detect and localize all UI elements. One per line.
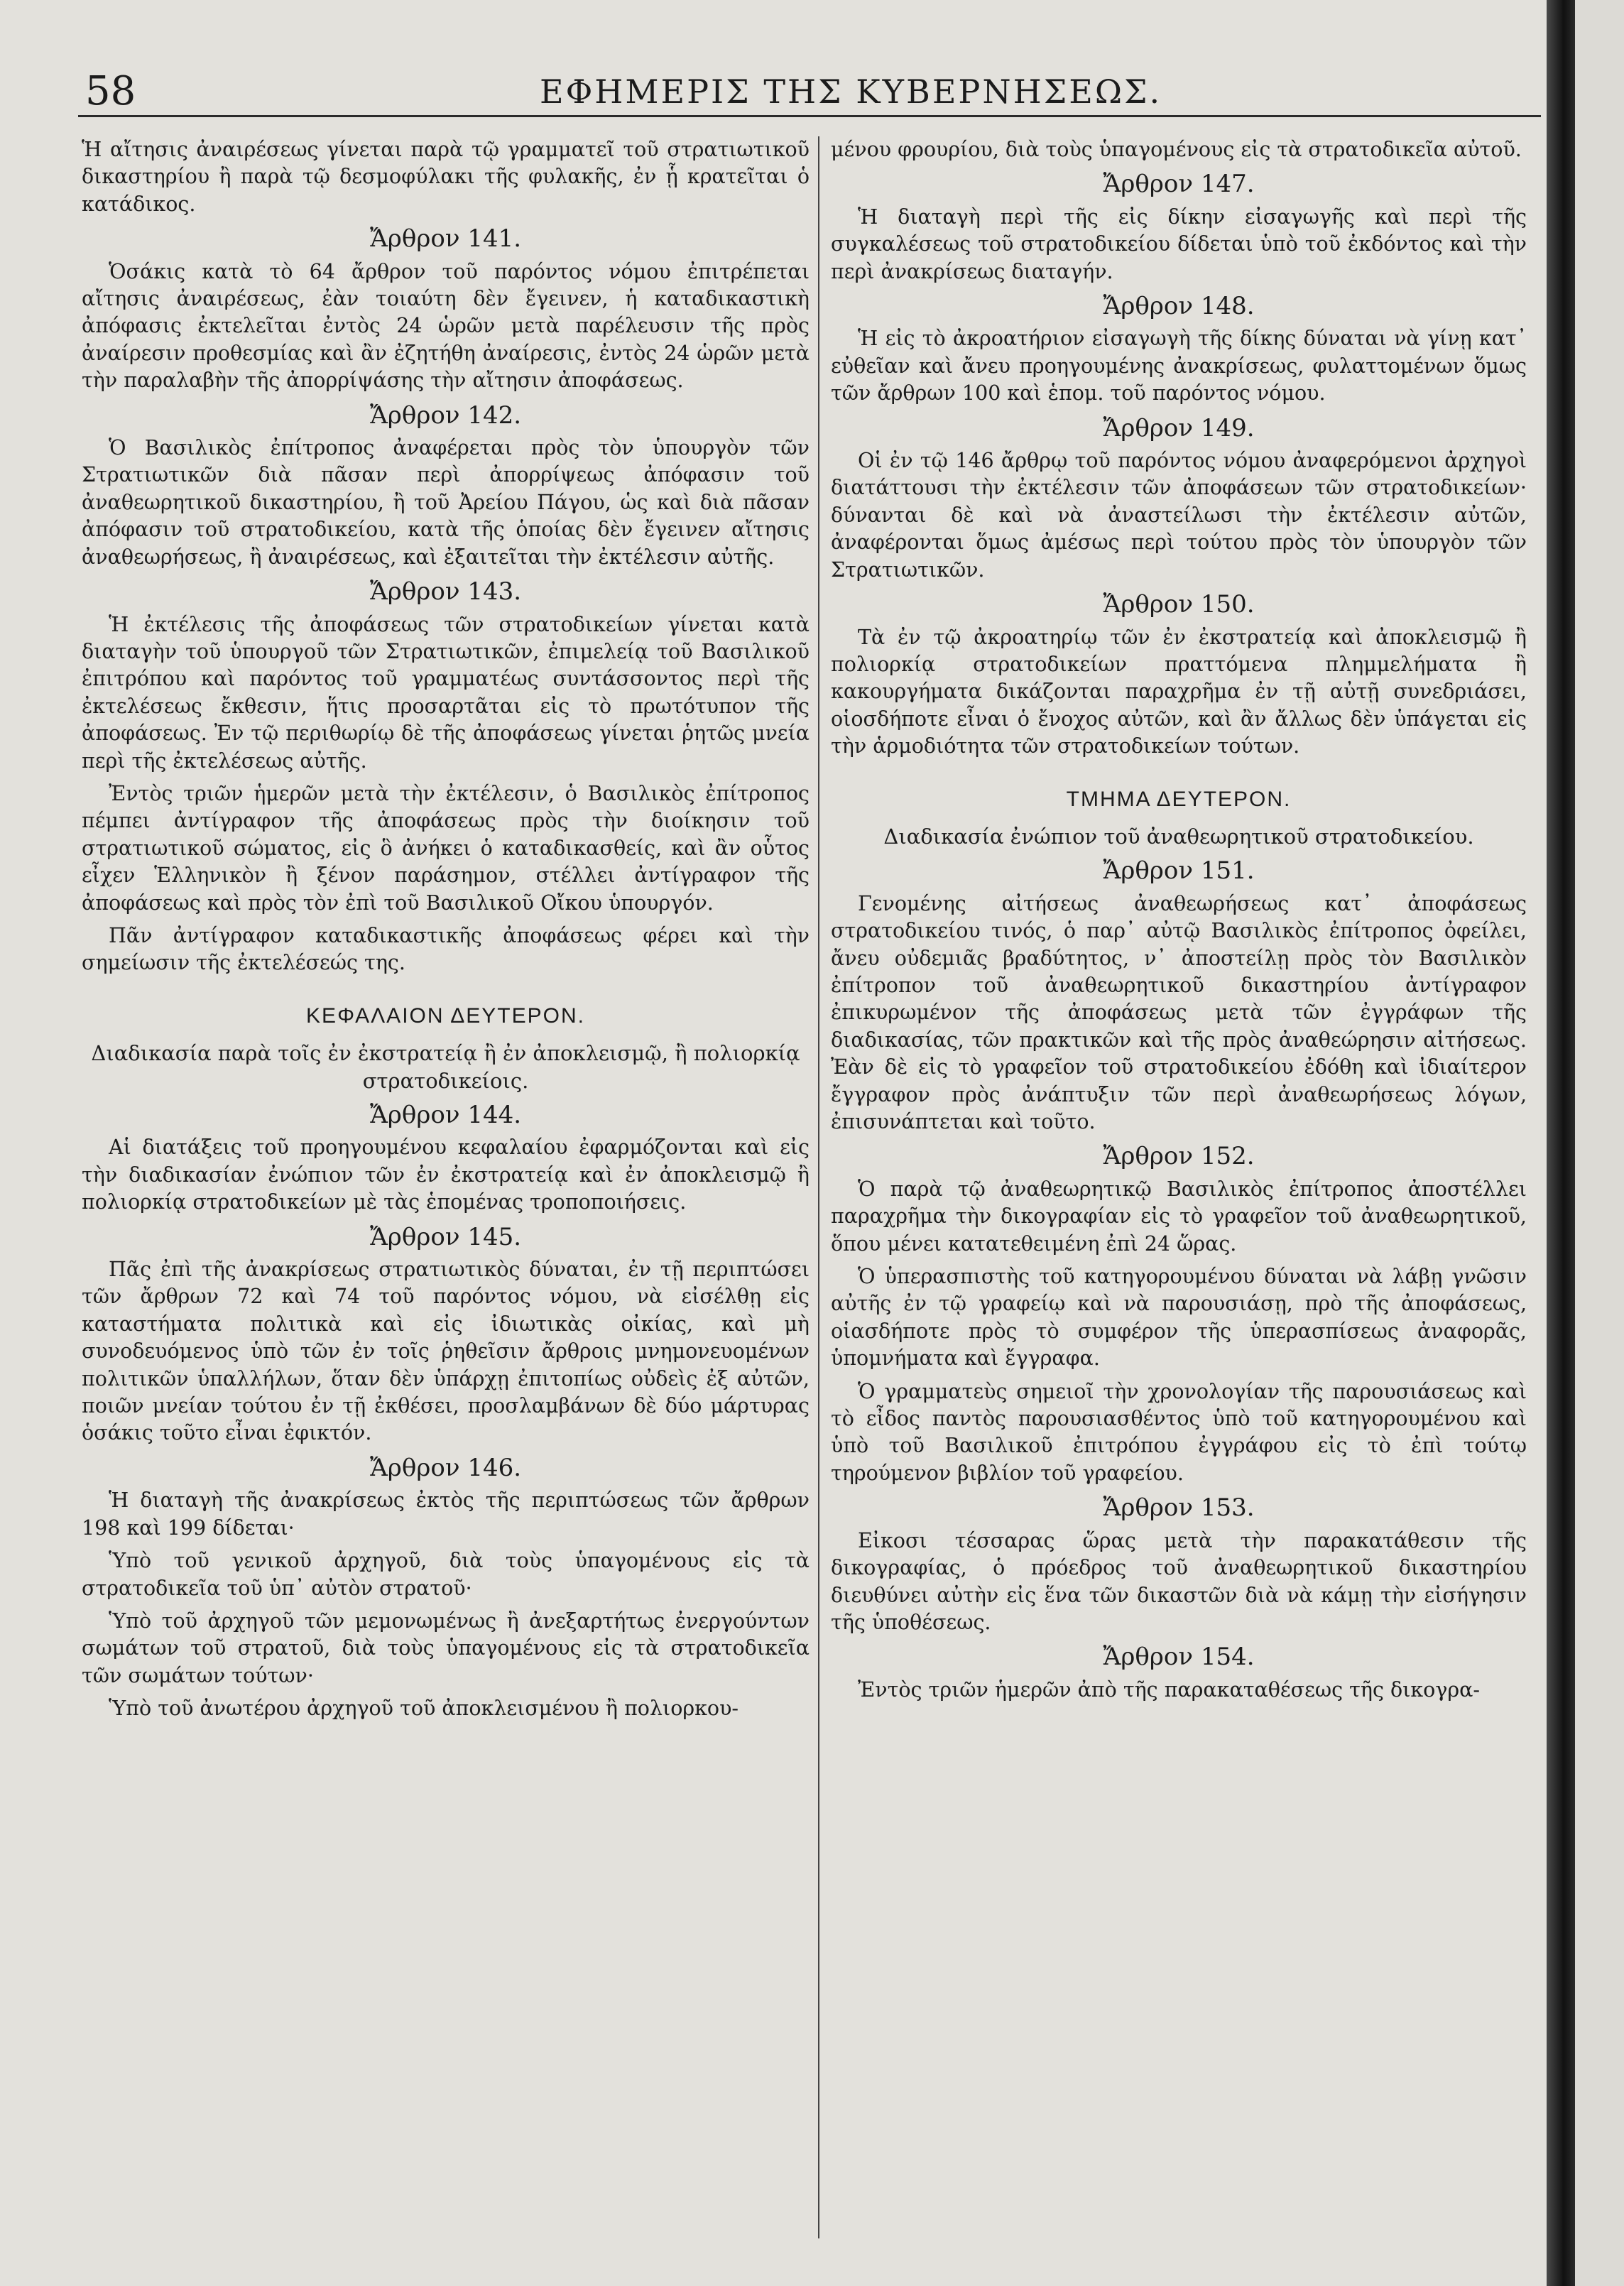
section-heading: ΤΜΗΜΑ ΔΕΥΤΕΡΟΝ. <box>1066 787 1292 811</box>
article-heading: Ἄρθρον 147. <box>1103 170 1255 199</box>
paragraph: Τὰ ἐν τῷ ἀκροατηρίῳ τῶν ἐν ἐκστρατείᾳ καὶ ἀποκλεισμῷ ἢ πολιορκίᾳ στρατοδικείων πραττόμενα πλημμελήματα ἢ κακουργήματα δικάζονται παραχρῆμα ἐν τῇ αὐτῇ συνεδριάσει, οἱοσδήποτε εἶναι ὁ ἔνοχος αὐτῶν, καὶ ἂν ἄλλως δὲν ὑπάγεται εἰς τὴν ἁρμοδιότητα τῶν στρατοδικείων τούτων. <box>831 625 1527 758</box>
paragraph: Ὁ γραμματεὺς σημειοῖ τὴν χρονολογίαν τῆς παρουσιάσεως καὶ τὸ εἶδος παντὸς παρουσιασθέντος ὑπὸ τοῦ κατηγορουμένου καὶ ὑπὸ τοῦ Βασιλικοῦ ἐπιτρόπου ἐγγράφου εἰς τὸ ἐπὶ τούτῳ τηρούμενον βιβλίον τοῦ γραφείου. <box>831 1379 1527 1485</box>
section-heading: ΚΕΦΑΛΑΙΟΝ ΔΕΥΤΕΡΟΝ. <box>306 1003 585 1028</box>
paragraph: Ὑπὸ τοῦ ἀρχηγοῦ τῶν μεμονωμένως ἢ ἀνεξαρτήτως ἐνεργούντων σωμάτων τοῦ στρατοῦ, διὰ τοὺς ὑπαγομένους εἰς τὰ στρατοδικεῖα τῶν σωμάτων τούτων· <box>82 1609 810 1687</box>
article-heading: Ἄρθρον 150. <box>1103 590 1255 619</box>
article-heading: Ἄρθρον 152. <box>1103 1142 1255 1171</box>
article-heading: Ἄρθρον 141. <box>369 224 522 254</box>
section-subtitle: Διαδικασία παρὰ τοῖς ἐν ἐκστρατείᾳ ἢ ἐν ἀποκλεισμῷ, ἢ πολιορκίᾳ στρατοδικείοις. <box>91 1041 800 1093</box>
book-gutter <box>1547 0 1575 2286</box>
article-heading: Ἄρθρον 143. <box>369 577 522 606</box>
paragraph: Ὑπὸ τοῦ ἀνωτέρου ἀρχηγοῦ τοῦ ἀποκλεισμένου ἢ πολιορκου- <box>109 1697 739 1721</box>
facing-page-edge <box>1575 0 1624 2286</box>
left-column <box>82 136 810 1729</box>
column-divider <box>818 136 819 2238</box>
page-header <box>0 68 1541 114</box>
paragraph: Οἱ ἐν τῷ 146 ἄρθρῳ τοῦ παρόντος νόμου ἀναφερόμενοι ἀρχηγοὶ διατάττουσι τὴν ἐκτέλεσιν τῶν ἀποφάσεων τῶν στρατοδικείων· δύνανται δὲ καὶ νὰ ἀναστείλωσι τὴν ἐκτέλεσιν αὐτῶν, ἀναφέρονται ὅμως ἀμέσως περὶ τούτου πρὸς τὸν ὑπουργὸν τῶν Στρατιωτικῶν. <box>831 449 1527 582</box>
paragraph: Αἱ διατάξεις τοῦ προηγουμένου κεφαλαίου ἐφαρμόζονται καὶ εἰς τὴν διαδικασίαν ἐνώπιον τῶν ἐν ἐκστρατείᾳ καὶ ἐν ἀποκλεισμῷ ἢ πολιορκίᾳ στρατοδικείων μὲ τὰς ἑπομένας τροποποιήσεις. <box>82 1136 810 1214</box>
paragraph: Ὁ Βασιλικὸς ἐπίτροπος ἀναφέρεται πρὸς τὸν ὑπουργὸν τῶν Στρατιωτικῶν διὰ πᾶσαν περὶ ἀπορρίψεως ἀπόφασιν τοῦ ἀναθεωρητικοῦ δικαστηρίου, ἢ τοῦ Ἀρείου Πάγου, ὡς καὶ διὰ πᾶσαν ἀπόφασιν τοῦ στρατοδικείου, κατὰ τῆς ὁποίας δὲν ἔγεινεν αἴτησις ἀναθεωρήσεως, ἢ ἀναιρέσεως, καὶ ἐξαιτεῖται τὴν ἐκτέλεσιν αὐτῆς. <box>82 436 810 569</box>
right-column <box>831 136 1527 1709</box>
page-title: ΕΦΗΜΕΡΙΣ ΤΗΣ ΚΥΒΕΡΝΗΣΕΩΣ. <box>540 72 1162 111</box>
paragraph: Ἐντὸς τριῶν ἡμερῶν ἀπὸ τῆς παρακαταθέσεως τῆς δικογρα- <box>858 1677 1480 1702</box>
paragraph: Ὁσάκις κατὰ τὸ 64 ἄρθρον τοῦ παρόντος νόμου ἐπιτρέπεται αἴτησις ἀναιρέσεως, ἐὰν τοιαύτη δὲν ἔγεινεν, ἡ καταδικαστικὴ ἀπόφασις ἐκτελεῖται ἐντὸς 24 ὡρῶν μετὰ παρέλευσιν τῆς πρὸς ἀναίρεσιν προθεσμίας καὶ ἂν ἐζητήθη ἀναίρεσις, ἐντὸς 24 ὡρῶν μετὰ τὴν παραλαβὴν τῆς ἀπορρίψάσης τὴν αἴτησιν ἀποφάσεως. <box>82 259 810 393</box>
paragraph: μένου φρουρίου, διὰ τοὺς ὑπαγομένους εἰς τὰ στρατοδικεῖα αὐτοῦ. <box>831 138 1522 161</box>
paragraph: Γενομένης αἰτήσεως ἀναθεωρήσεως κατ᾽ ἀποφάσεως στρατοδικείου τινός, ὁ παρ᾽ αὐτῷ Βασιλικὸς ἐπίτροπος ὀφείλει, ἄνευ οὐδεμιᾶς βραδύτητος, ν᾽ ἀποστείλῃ πρὸς τὸν Βασιλικὸν ἐπίτροπον τοῦ ἀναθεωρητικοῦ δικαστηρίου ἀντίγραφον ἐπικυρωμένον τῆς ἀποφάσεως μετὰ τῶν ἐγγράφων τῆς διαδικασίας, τῶν πρακτικῶν καὶ τῆς πρὸς ἀναθεώρησιν αἰτήσεως. Ἐὰν δὲ εἰς τὸ γραφεῖον τοῦ στρατοδικείου ἐδόθη καὶ ἰδιαίτερον ἔγγραφον πρὸς ἀνάπτυξιν τῶν περὶ ἀναθεωρήσεως λόγων, ἐπισυνάπτεται καὶ τοῦτο. <box>831 891 1527 1133</box>
page-number: 58 <box>85 68 136 114</box>
section-subtitle: Διαδικασία ἐνώπιον τοῦ ἀναθεωρητικοῦ στρατοδικείου. <box>883 824 1474 849</box>
article-heading: Ἄρθρον 153. <box>1103 1493 1255 1523</box>
paragraph: Πᾶς ἐπὶ τῆς ἀνακρίσεως στρατιωτικὸς δύναται, ἐν τῇ περιπτώσει τῶν ἄρθρων 72 καὶ 74 τοῦ παρόντος νόμου, νὰ εἰσέλθῃ εἰς καταστήματα πολιτικὰ καὶ εἰς ἰδιωτικὰς οἰκίας, καὶ μὴ συνοδευόμενος ὑπὸ τῶν ἐν τοῖς ῥηθεῖσιν ἄρθροις μνημονευομένων πολιτικῶν ὑπαλλήλων, ὅταν δὲν ὑπάρχῃ ἐπιτοπίως οὐδεὶς ἐξ αὐτῶν, ποιῶν μνείαν τούτου ἐν τῇ ἐκθέσει, προσλαμβάνων δὲ δύο μάρτυρας ὁσάκις τοῦτο εἶναι ἐφικτόν. <box>82 1258 810 1445</box>
article-heading: Ἄρθρον 151. <box>1103 856 1255 886</box>
paragraph: Ἡ αἴτησις ἀναιρέσεως γίνεται παρὰ τῷ γραμματεῖ τοῦ στρατιωτικοῦ δικαστηρίου ἢ παρὰ τῷ δεσμοφύλακι τῆς φυλακῆς, ἐν ᾗ κρατεῖται ὁ κατάδικος. <box>82 138 810 216</box>
paragraph: Εἰκοσι τέσσαρας ὥρας μετὰ τὴν παρακατάθεσιν τῆς δικογραφίας, ὁ πρόεδρος τοῦ ἀναθεωρητικοῦ δικαστηρίου διευθύνει αὐτὴν εἰς ἕνα τῶν δικαστῶν διὰ νὰ κάμῃ τὴν εἰσήγησιν τῆς ὑποθέσεως. <box>831 1528 1527 1634</box>
paragraph: Ὑπὸ τοῦ γενικοῦ ἀρχηγοῦ, διὰ τοὺς ὑπαγομένους εἰς τὰ στρατοδικεῖα τοῦ ὑπ᾽ αὐτὸν στρατοῦ· <box>82 1549 810 1600</box>
article-heading: Ἄρθρον 146. <box>369 1453 522 1482</box>
header-rule <box>78 115 1541 117</box>
article-heading: Ἄρθρον 142. <box>369 401 522 430</box>
article-heading: Ἄρθρον 148. <box>1103 292 1255 321</box>
article-heading: Ἄρθρον 144. <box>369 1101 522 1129</box>
paragraph: Ὁ παρὰ τῷ ἀναθεωρητικῷ Βασιλικὸς ἐπίτροπος ἀποστέλλει παραχρῆμα τὴν δικογραφίαν εἰς τὸ γραφεῖον τοῦ ἀναθεωρητικοῦ, ὅπου μένει κατατεθειμένη ἐπὶ 24 ὥρας. <box>831 1177 1527 1256</box>
paragraph: Ἡ εἰς τὸ ἀκροατήριον εἰσαγωγὴ τῆς δίκης δύναται νὰ γίνῃ κατ᾽ εὐθεῖαν καὶ ἄνευ προηγουμένης ἀνακρίσεως, φυλαττομένων ὅμως τῶν ἄρθρων 100 καὶ ἑπομ. τοῦ παρόντος νόμου. <box>831 327 1527 406</box>
paragraph: Ἡ ἐκτέλεσις τῆς ἀποφάσεως τῶν στρατοδικείων γίνεται κατὰ διαταγὴν τοῦ ὑπουργοῦ τῶν Στρατιωτικῶν, ἐπιμελείᾳ τοῦ Βασιλικοῦ ἐπιτρόπου καὶ παρόντος τοῦ γραμματέως συντάσσοντος περὶ τῆς ἐκτελέσεως ἔκθεσιν, ἥτις προσαρτᾶται εἰς τὸ πρωτότυπον τῆς ἀποφάσεως. Ἐν τῷ περιθωρίῳ δὲ τῆς ἀποφάσεως γίνεται ῥητῶς μνεία περὶ τῆς ἐκτελέσεως αὐτῆς. <box>82 612 810 773</box>
paragraph: Ἐντὸς τριῶν ἡμερῶν μετὰ τὴν ἐκτέλεσιν, ὁ Βασιλικὸς ἐπίτροπος πέμπει ἀντίγραφον τῆς ἀποφάσεως πρὸς τὴν διοίκησιν τοῦ στρατιωτικοῦ σώματος, εἰς ὃ ἀνήκει ὁ καταδικασθείς, καὶ ἂν οὗτος εἶχεν Ἑλληνικὸν ἢ ξένον παράσημον, στέλλει ἀντίγραφον τῆς ἀποφάσεως καὶ πρὸς τὸν ἐπὶ τοῦ Βασιλικοῦ Οἴκου ὑπουργόν. <box>82 781 810 915</box>
paragraph: Ἡ διαταγὴ περὶ τῆς εἰς δίκην εἰσαγωγῆς καὶ περὶ τῆς συγκαλέσεως τοῦ στρατοδικείου δίδεται ὑπὸ τοῦ ἐκδόντος καὶ τὴν περὶ ἀνακρίσεως διαταγήν. <box>831 205 1527 283</box>
article-heading: Ἄρθρον 149. <box>1103 413 1255 442</box>
paragraph: Πᾶν ἀντίγραφον καταδικαστικῆς ἀποφάσεως φέρει καὶ τὴν σημείωσιν τῆς ἐκτελέσεώς της. <box>82 923 810 975</box>
paragraph: Ὁ ὑπερασπιστὴς τοῦ κατηγορουμένου δύναται νὰ λάβῃ γνῶσιν αὐτῆς ἐν τῷ γραφείῳ καὶ νὰ παρουσιάσῃ, πρὸ τῆς ἀποφάσεως, οἱασδήποτε πρὸς τὸ συμφέρον τῆς ὑπερασπίσεως ἀναφορᾶς, ὑπομνήματα καὶ ἔγγραφα. <box>831 1265 1527 1371</box>
paragraph: Ἡ διαταγὴ τῆς ἀνακρίσεως ἐκτὸς τῆς περιπτώσεως τῶν ἄρθρων 198 καὶ 199 δίδεται· <box>82 1488 810 1540</box>
article-heading: Ἄρθρον 145. <box>369 1222 522 1251</box>
article-heading: Ἄρθρον 154. <box>1103 1643 1255 1672</box>
